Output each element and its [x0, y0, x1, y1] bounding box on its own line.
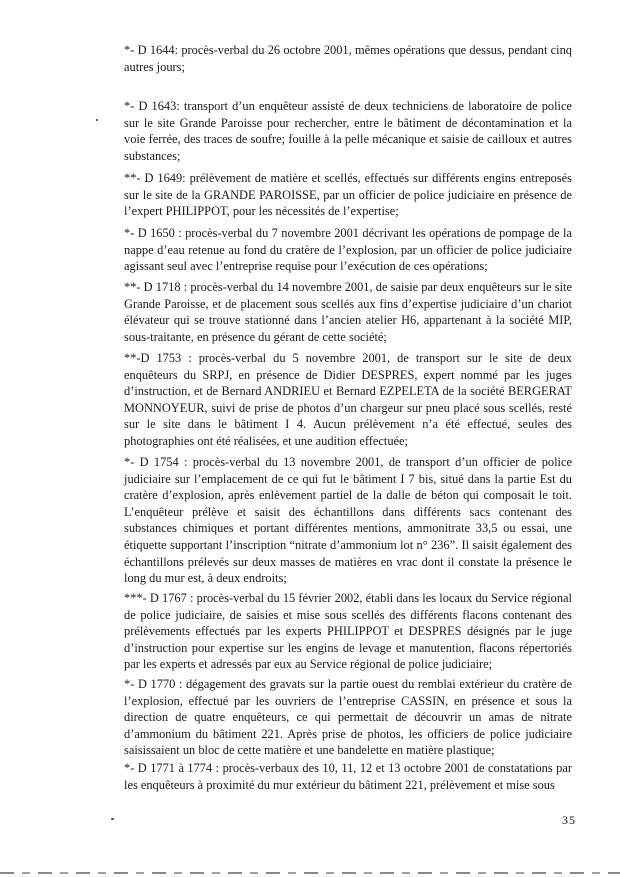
- paragraph-d1771-1774: *- D 1771 à 1774 : procès-verbaux des 10, 11, 12 et 13 octobre 2001 de constatations par les enquêteurs à proximité du mur extérieur du bâtiment 221, prélèvement et mise sous: [124, 761, 572, 792]
- paragraph-d1644: *- D 1644: procès-verbal du 26 octobre 2001, mêmes opérations que dessus, pendant cinq autres jours;: [124, 43, 572, 74]
- paragraph-d1718: **- D 1718 : procès-verbal du 14 novembre 2001, de saisie par deux enquêteurs sur le site Grande Paroisse, et de placement sous scellés aux fins d’expertise judiciaire d’un chariot élévateur qui se trouve stationné dans l’ancien atelier H6, appartenant à la société MIP, sous-traitante, en présence du gérant de cette société;: [124, 280, 572, 344]
- page-number: 35: [562, 813, 576, 827]
- paragraph-d1767: ***- D 1767 : procès-verbal du 15 février 2002, établi dans les locaux du Service régional de police judiciaire, de saisies et mise sous scellés des différents flacons contenant des prélèvements effectués par les experts PHILIPPOT et DESPRES désignés par le juge d’instruction pour expertise sur les engins de levage et manutention, flacons répertoriés par les experts et adressés par eux au Service régional de police judiciaire;: [124, 591, 572, 672]
- scan-speck: [111, 818, 114, 820]
- paragraph-d1643: *- D 1643: transport d’un enquêteur assisté de deux techniciens de laboratoire de police sur le site Grande Paroisse pour rechercher, entre le bâtiment de décontamination et la voie ferrée, des traces de soufre; fouille à la pelle mécanique et saisie de cailloux et autres substances;: [124, 99, 572, 163]
- scan-edge-artifact: [0, 872, 620, 874]
- paragraph-d1649: **- D 1649: prélèvement de matière et scellés, effectués sur différents engins entreposés sur le site de la GRANDE PAROISSE, par un officier de police judiciaire en présence de l’expert PHILIPPOT, pour les nécessités de l’expertise;: [124, 171, 572, 219]
- paragraph-d1754: *- D 1754 : procès-verbal du 13 novembre 2001, de transport d’un officier de police judiciaire sur l’emplacement de ce qui fut le bâtiment I 7 bis, situé dans la partie Est du cratère d’explosion, après enlèvement partiel de la dalle de béton qui composait le toit. L’enquêteur prélève et saisit des échantillons dans différents sacs contenant des substances chimiques et portant différentes mentions, ammonitrate 33,5 ou essai, une étiquette supportant l’inscription “nitrate d’ammonium lot n° 236”. Il saisit également des échantillons prélevés sur deux masses de matières en vrac dont il constate la présence le long du mur est, à deux endroits;: [124, 455, 572, 586]
- scan-speck: [96, 119, 98, 121]
- paragraph-d1770: *- D 1770 : dégagement des gravats sur la partie ouest du remblai extérieur du cratère de l’explosion, effectué par les ouvriers de l’entreprise CASSIN, en présence et sous la direction de quatre enquêteurs, ce qui permettait de découvrir un amas de nitrate d’ammonium du bâtiment 221. Après prise de photos, les officiers de police judiciaire saisissaient un bloc de cette matière et une bandelette en matière plastique;: [124, 677, 572, 758]
- paragraph-d1650: *- D 1650 : procès-verbal du 7 novembre 2001 décrivant les opérations de pompage de la nappe d’eau retenue au fond du cratère de l’explosion, par un officier de police judiciaire agissant seul avec l’entreprise requise pour l’exécution de ces opérations;: [124, 226, 572, 274]
- paragraph-d1753: **-D 1753 : procès-verbal du 5 novembre 2001, de transport sur le site de deux enquêteurs du SRPJ, en présence de Didier DESPRES, expert nommé par les juges d’instruction, et de Bernard ANDRIEU et Bernard EZPELETA de la société BERGERAT MONNOYEUR, suivi de prise de photos d’un chargeur sur pneu placé sous scellés, resté sur le site dans le bâtiment I 4. Aucun prélèvement n’a été effectué, seules des photographies ont été réalisées, et une audition effectuée;: [124, 351, 572, 448]
